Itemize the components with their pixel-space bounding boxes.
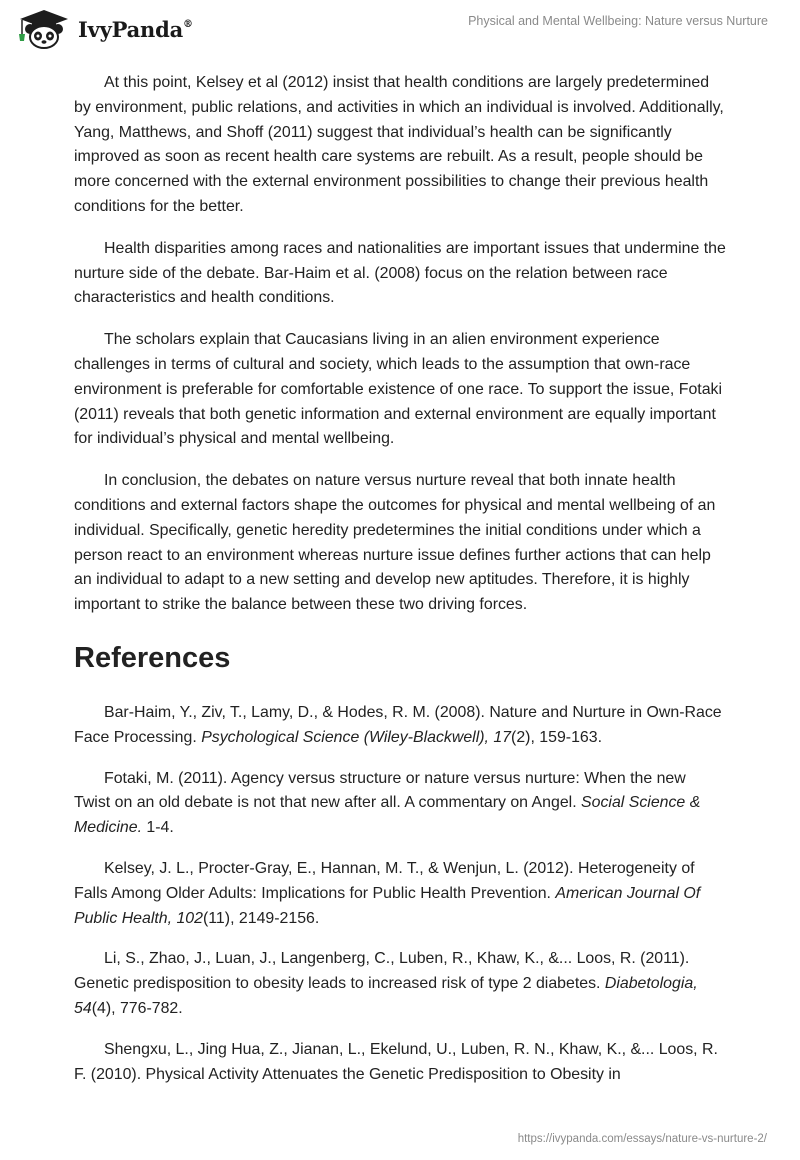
body-paragraph: The scholars explain that Caucasians living in an alien environment experience challenges in terms of cultural and society, which leads to the assumption that own-race environment is preferable for comfortable existence of one race. To support the issue, Fotaki (2011) reveals that both genetic information and external environment are equally important for individual’s physical and mental wellbeing. — [74, 331, 723, 448]
reference-item: Li, S., Zhao, J., Luan, J., Langenberg, C., Luben, R., Khaw, K., &... Loos, R. (2011). Genetic predisposition to obesity leads to increased risk of type 2 diabetes. Diabetologia, 54(4), 776-782. — [74, 950, 698, 1017]
body-paragraph: At this point, Kelsey et al (2012) insist that health conditions are largely predetermined by environment, public relations, and activities in which an individual is involved. Additionally, Yang, Matthews, and Shoff (2011) suggest that individual’s health can be significantly improved as soon as recent health care systems are rebuilt. As a result, people should be more concerned with the external environment possibilities to change their previous health conditions for the better. — [74, 74, 724, 215]
reference-item: Fotaki, M. (2011). Agency versus structure or nature versus nurture: When the new Twist on an old debate is not that new after all. A commentary on Angel. Social Science & Medicine. 1-4. — [74, 769, 701, 837]
body-paragraph: Health disparities among races and nationalities are important issues that undermine the nurture side of the debate. Bar-Haim et al. (2008) focus on the relation between race characteristics and health conditions. — [74, 239, 726, 307]
ivypanda-logo[interactable] — [14, 8, 193, 50]
reference-item: Shengxu, L., Jing Hua, Z., Jianan, L., Ekelund, U., Luben, R. N., Khaw, K., &... Loos, R. F. (2010). Physical Activity Attenuates the Genetic Predisposition to Obesity in — [74, 1040, 718, 1083]
reference-item: Kelsey, J. L., Procter-Gray, E., Hannan, M. T., & Wenjun, L. (2012). Heterogeneity of Falls Among Older Adults: Implications for Public Health Prevention. American Journal Of Public Health, 102(11), 2149-2156. — [74, 859, 701, 927]
brand-name: IvyPanda® — [78, 16, 193, 42]
reference-item: Bar-Haim, Y., Ziv, T., Lamy, D., & Hodes, R. M. (2008). Nature and Nurture in Own-Race Face Processing. Psychological Science (Wiley-Blackwell), 17(2), 159-163. — [74, 703, 722, 746]
source-url[interactable]: https://ivypanda.com/essays/nature-vs-nurture-2/ — [517, 1133, 767, 1145]
body-paragraph: In conclusion, the debates on nature versus nurture reveal that both innate health conditions and external factors shape the outcomes for physical and mental wellbeing of an individual. Specifically, genetic heredity predetermines the initial conditions under which a person react to an environment whereas nurture issue defines further actions that can help an individual to adapt to a new setting and develop new aptitudes. Therefore, it is highly important to strike the balance between these two driving forces. — [74, 472, 716, 614]
document-title: Physical and Mental Wellbeing: Nature versus Nurture — [468, 14, 768, 28]
page-header — [0, 0, 800, 60]
references-heading: References — [74, 641, 231, 674]
panda-graduate-icon — [14, 8, 74, 50]
essay-content — [74, 71, 726, 1103]
